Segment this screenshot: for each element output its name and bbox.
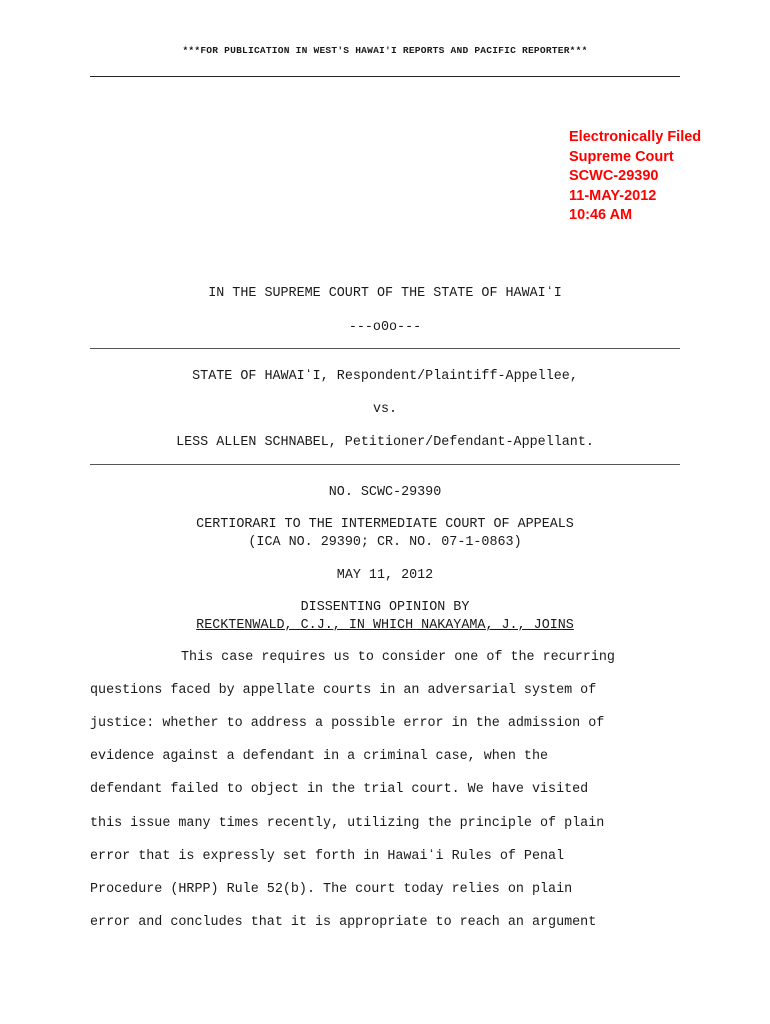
case-number: NO. SCWC-29390 [328, 485, 442, 500]
stamp-line: Supreme Court [569, 148, 674, 165]
caption-rule-bottom [90, 464, 680, 465]
party-respondent: STATE OF HAWAIʻI, Respondent/Plaintiff-Appellee, [192, 369, 578, 384]
versus-label: vs. [372, 402, 398, 417]
body-line: defendant failed to object in the trial court. We have visited [90, 782, 589, 797]
opinion-date: MAY 11, 2012 [336, 568, 434, 583]
opinion-authors-text: RECKTENWALD, C.J., IN WHICH NAKAYAMA, J., JOINS [196, 618, 574, 633]
body-line: questions faced by appellate courts in an adversarial system of [90, 683, 597, 698]
body-line: evidence against a defendant in a criminal case, when the [90, 749, 549, 764]
stamp-line: Electronically Filed [569, 129, 702, 145]
body-line: Procedure (HRPP) Rule 52(b). The court today relies on plain [90, 882, 573, 897]
body-line: error that is expressly set forth in Hawaiʻi Rules of Penal [90, 849, 565, 864]
section-separator: ---o0o--- [348, 320, 422, 335]
court-name: IN THE SUPREME COURT OF THE STATE OF HAWAIʻI [208, 286, 562, 301]
filing-stamp [569, 128, 701, 226]
stamp-line: SCWC-29390 [569, 168, 659, 184]
certiorari-line: CERTIORARI TO THE INTERMEDIATE COURT OF APPEALS [196, 517, 574, 532]
body-line: this issue many times recently, utilizing the principle of plain [90, 816, 605, 831]
publication-notice: ***FOR PUBLICATION IN WEST'S HAWAI'I REPORTS AND PACIFIC REPORTER*** [182, 45, 588, 56]
opinion-authors [90, 618, 680, 633]
header-rule [90, 76, 680, 77]
body-line: This case requires us to consider one of the recurring [181, 650, 615, 665]
caption-rule-top [90, 348, 680, 349]
opinion-type: DISSENTING OPINION BY [300, 600, 470, 615]
stamp-line: 11-MAY-2012 [569, 187, 657, 204]
stamp-line: 10:46 AM [569, 207, 633, 223]
lower-court-case: (ICA NO. 29390; CR. NO. 07-1-0863) [248, 535, 522, 550]
body-line: justice: whether to address a possible error in the admission of [90, 716, 605, 731]
body-line: error and concludes that it is appropriate to reach an argument [90, 915, 597, 930]
party-petitioner: LESS ALLEN SCHNABEL, Petitioner/Defendant-Appellant. [176, 435, 594, 450]
